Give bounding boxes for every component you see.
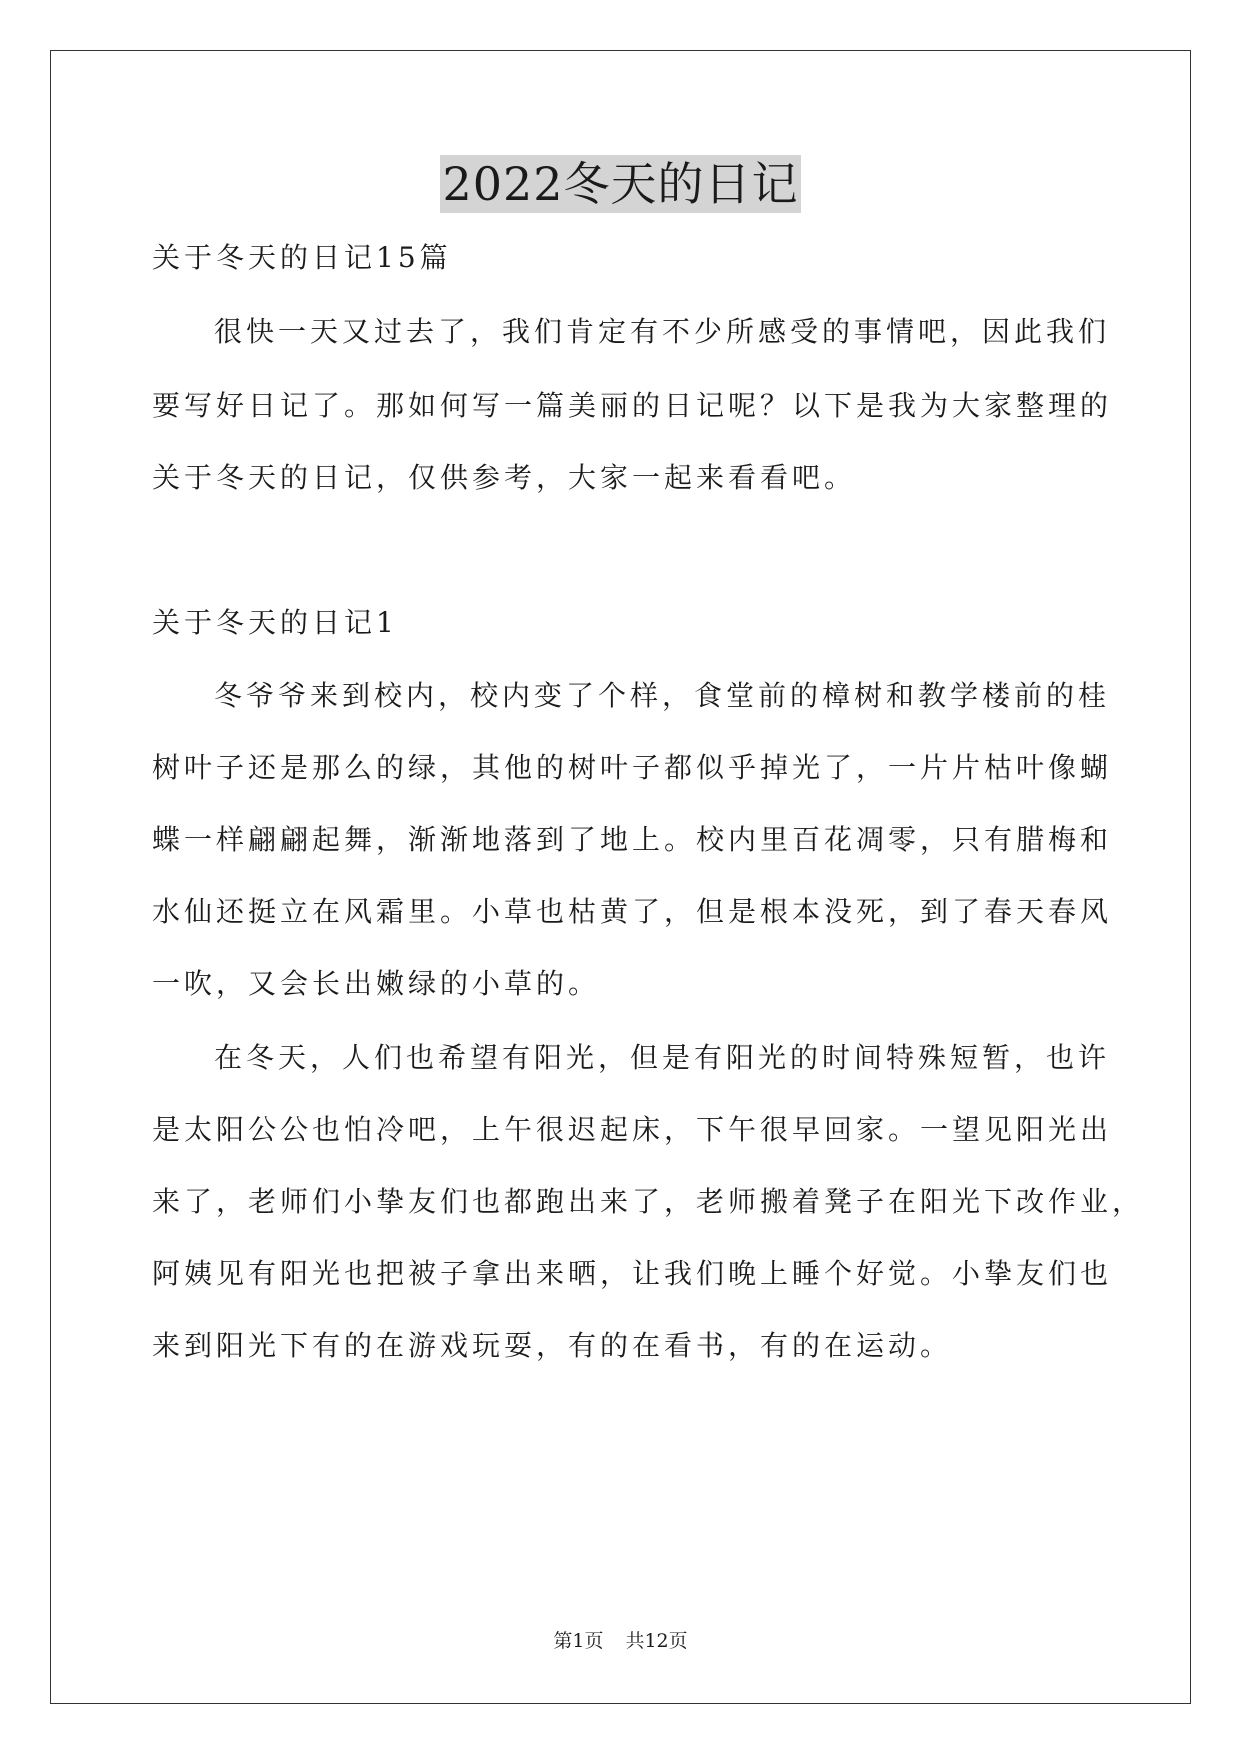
page-total: 共12页 bbox=[625, 1630, 688, 1652]
para1-line-2: 树叶子还是那么的绿，其他的树叶子都似乎掉光了，一片片枯叶像蝴 bbox=[152, 751, 1113, 784]
intro-line-2: 要写好日记了。那如何写一篇美丽的日记呢？以下是我为大家整理的 bbox=[152, 389, 1113, 422]
para2-line-3: 来了，老师们小挚友们也都跑出来了，老师搬着凳子在阳光下改作业， bbox=[152, 1185, 1145, 1218]
para2-line-4: 阿姨见有阳光也把被子拿出来晒，让我们晚上睡个好觉。小挚友们也 bbox=[152, 1257, 1113, 1290]
intro-line-1: 很快一天又过去了，我们肯定有不少所感受的事情吧，因此我们 bbox=[214, 315, 1111, 348]
para1-line-3: 蝶一样翩翩起舞，渐渐地落到了地上。校内里百花凋零，只有腊梅和 bbox=[152, 823, 1113, 856]
para2-line-2: 是太阳公公也怕冷吧，上午很迟起床，下午很早回家。一望见阳光出 bbox=[152, 1113, 1113, 1146]
para1-line-1: 冬爷爷来到校内，校内变了个样，食堂前的樟树和教学楼前的桂 bbox=[214, 679, 1111, 712]
para2-line-5: 来到阳光下有的在游戏玩耍，有的在看书，有的在运动。 bbox=[152, 1329, 953, 1362]
para2-line-1: 在冬天，人们也希望有阳光，但是有阳光的时间特殊短暂，也许 bbox=[214, 1041, 1111, 1074]
page-footer bbox=[0, 1628, 1241, 1654]
intro-line-3: 关于冬天的日记，仅供参考，大家一起来看看吧。 bbox=[152, 461, 857, 494]
section-heading: 关于冬天的日记1 bbox=[152, 606, 398, 639]
title-container bbox=[0, 155, 1241, 213]
para1-line-4: 水仙还挺立在风霜里。小草也枯黄了，但是根本没死，到了春天春风 bbox=[152, 895, 1113, 928]
page-border bbox=[50, 50, 1191, 1704]
subtitle: 关于冬天的日记15篇 bbox=[152, 241, 452, 274]
page-number: 第1页 bbox=[553, 1630, 604, 1652]
document-title: 2022冬天的日记 bbox=[442, 157, 799, 211]
para1-line-5: 一吹，又会长出嫩绿的小草的。 bbox=[152, 967, 601, 1000]
